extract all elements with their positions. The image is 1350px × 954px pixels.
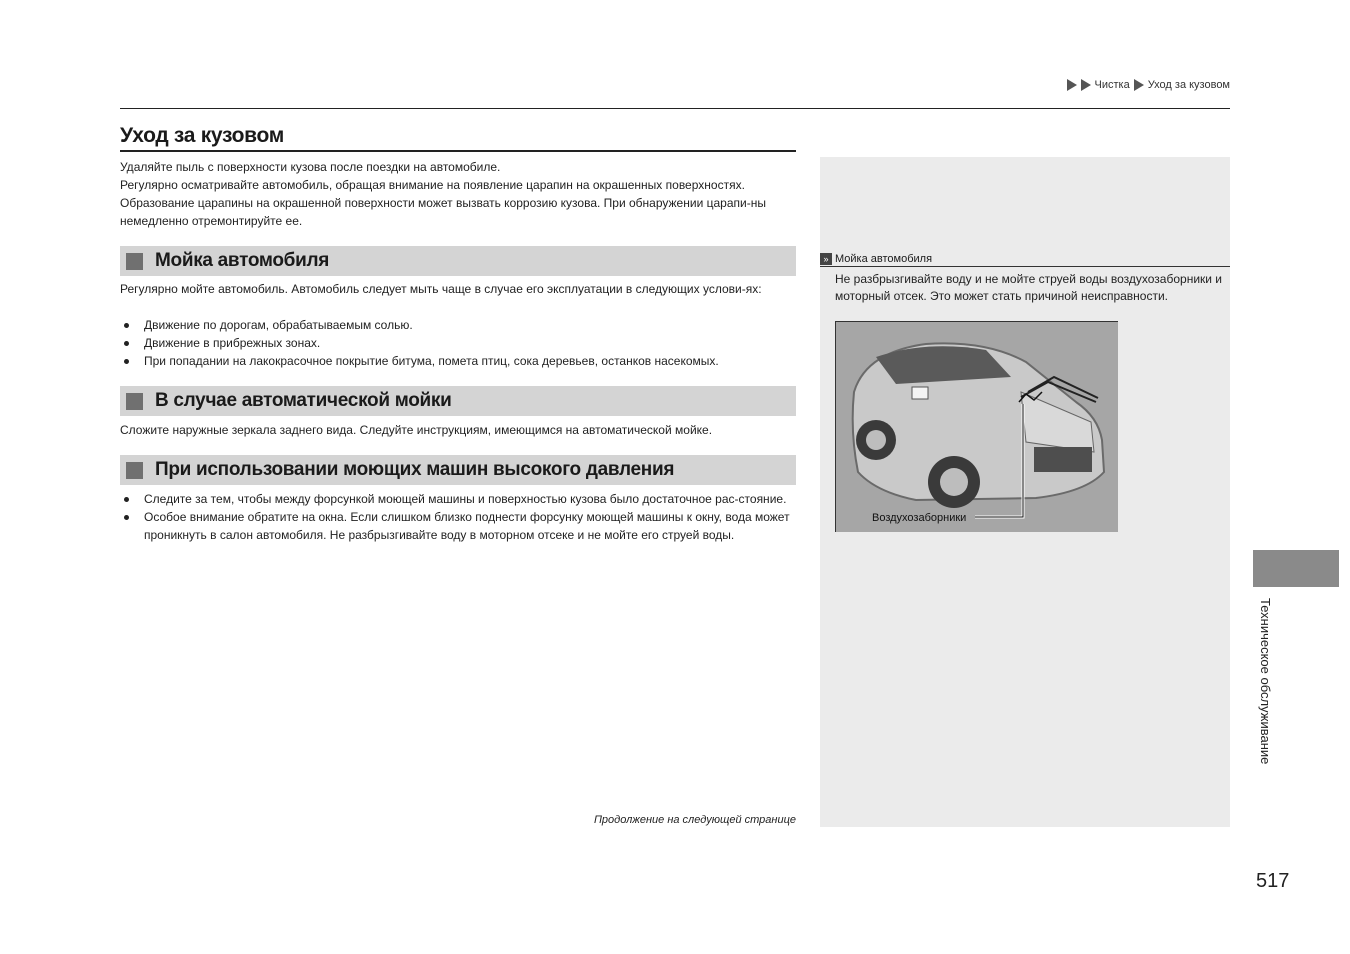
wash-bullet-list	[120, 316, 796, 370]
section-header-wash	[120, 246, 796, 276]
double-arrow-icon-2	[1081, 79, 1091, 91]
sidebar-notes	[820, 157, 1230, 827]
list-item: Движение в прибрежных зонах.	[120, 334, 796, 352]
car-figure	[835, 321, 1118, 532]
intro-line-2: Регулярно осматривайте автомобиль, обращая внимание на появление царапин на окрашенных поверхностях.	[120, 178, 745, 192]
car-illustration	[836, 322, 1118, 532]
page-title: Уход за кузовом	[120, 124, 796, 152]
note-title: Мойка автомобиля	[835, 253, 933, 265]
list-item: При попадании на лакокрасочное покрытие битума, помета птиц, сока деревьев, останков насекомых.	[120, 352, 796, 370]
section-header-high-pressure	[120, 455, 796, 485]
section-title-high-pressure: При использовании моющих машин высокого давления	[155, 459, 675, 480]
section-header-auto-wash	[120, 386, 796, 416]
wash-text: Регулярно мойте автомобиль. Автомобиль следует мыть чаще в случае его эксплуатации в следующих услови-ях:	[120, 282, 762, 296]
high-pressure-bullet-list	[120, 490, 796, 544]
list-item: Особое внимание обратите на окна. Если слишком близко поднести форсунку моющей машины к окну, вода может проникнуть в салон автомобиля. Не разбрызгивайте воду в моторном отсеке и не мойте его струей воды.	[120, 508, 796, 544]
arrow-icon	[1134, 79, 1144, 91]
list-item: Движение по дорогам, обрабатываемым солью.	[120, 316, 796, 334]
top-rule	[120, 108, 1230, 109]
double-arrow-icon	[1067, 79, 1077, 91]
figure-label: Воздухозаборники	[872, 512, 967, 524]
page-number: 517	[1256, 870, 1290, 892]
chapter-title-vertical: Техническое обслуживание	[1258, 598, 1273, 765]
breadcrumb	[1067, 79, 1231, 91]
auto-wash-text: Сложите наружные зеркала заднего вида. Следуйте инструкциям, имеющимся на автоматической мойке.	[120, 423, 713, 437]
section-square-icon	[126, 253, 143, 270]
note-header	[820, 253, 1230, 267]
intro-line-3: Образование царапины на окрашенной поверхности может вызвать коррозию кузова. При обнаружении царапи-ны немедленно отремонтируйте ее.	[120, 196, 766, 228]
note-icon: »	[820, 253, 832, 265]
section-square-icon	[126, 393, 143, 410]
chapter-tab[interactable]	[1253, 550, 1339, 587]
section-title-wash: Мойка автомобиля	[155, 250, 330, 271]
list-item: Следите за тем, чтобы между форсункой моющей машины и поверхностью кузова было достаточное рас-стояние.	[120, 490, 796, 508]
intro-line-1: Удаляйте пыль с поверхности кузова после поездки на автомобиле.	[120, 160, 501, 174]
continue-note: Продолжение на следующей странице	[593, 814, 796, 826]
section-title-auto-wash: В случае автоматической мойки	[155, 390, 452, 411]
breadcrumb-level1[interactable]: Чистка	[1094, 79, 1130, 91]
section-square-icon	[126, 462, 143, 479]
breadcrumb-level2[interactable]: Уход за кузовом	[1147, 79, 1230, 91]
note-body: Не разбрызгивайте воду и не мойте струей воды воздухозаборники и моторный отсек. Это может стать причиной неисправности.	[835, 272, 1223, 303]
